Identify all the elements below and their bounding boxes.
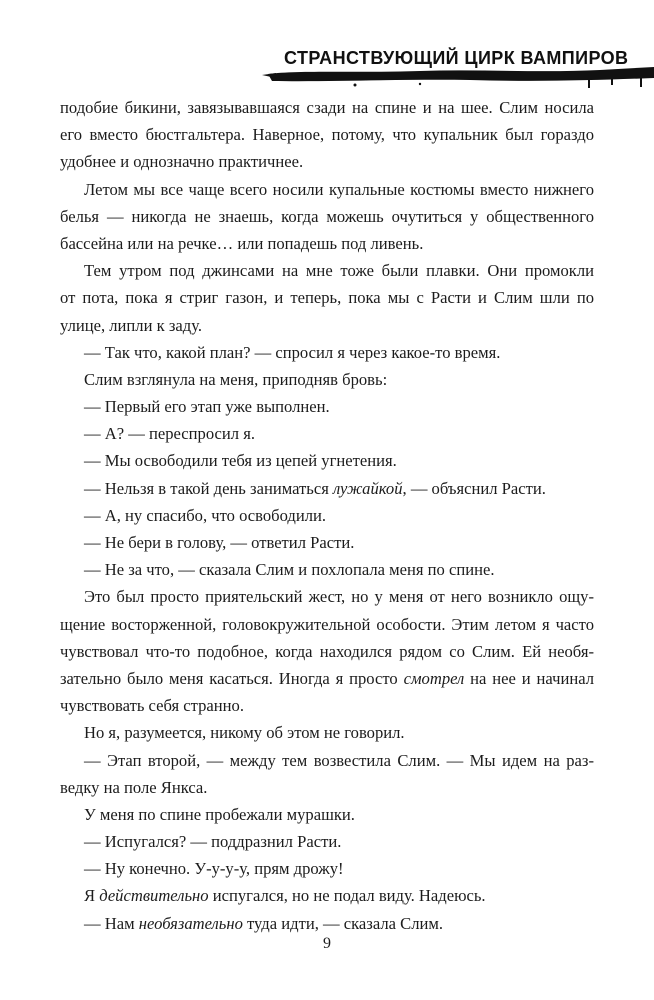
text-segment: — Не бери в голову, — ответил Расти. bbox=[84, 533, 355, 552]
text-line bbox=[60, 339, 594, 366]
text-line bbox=[60, 203, 594, 230]
text-segment: — Мы освободили тебя из цепей угнетения. bbox=[84, 451, 397, 471]
text-line bbox=[60, 284, 594, 311]
text-line bbox=[60, 230, 594, 257]
text-segment: бассейна или на речке… или попадешь под ливень. bbox=[60, 233, 424, 253]
text-line bbox=[60, 583, 594, 610]
text-line bbox=[60, 447, 594, 474]
text-segment: Это был просто приятельский жест, но у меня от него возникло ощу- bbox=[84, 587, 594, 607]
text-segment: улице, липли к заду. bbox=[60, 315, 202, 335]
text-line bbox=[60, 529, 594, 556]
text-line bbox=[60, 910, 594, 937]
text-segment: его вместо бюстгальтера. Наверное, потому, что купальник был гораздо bbox=[60, 125, 594, 145]
text-line bbox=[60, 719, 594, 746]
text-line bbox=[60, 882, 594, 909]
text-segment: — Ну конечно. У-у-у-у, прям дрожу! bbox=[84, 859, 344, 879]
text-line bbox=[60, 638, 594, 665]
text-segment: — Так что, какой план? — спросил я через какое-то время. bbox=[84, 342, 501, 362]
text-line bbox=[60, 148, 594, 175]
text-segment: от пота, пока я стриг газон, и теперь, пока мы с Расти и Слим шли по bbox=[60, 288, 594, 308]
text-line bbox=[60, 393, 594, 420]
text-segment: подобие бикини, завязывавшаяся сзади на спине и на шее. Слим носила bbox=[60, 98, 594, 117]
text-segment: удобнее и однозначно практичнее. bbox=[60, 152, 304, 172]
text-segment: , — объяснил Расти. bbox=[402, 478, 546, 498]
text-line bbox=[60, 801, 594, 828]
page-number: 9 bbox=[323, 935, 331, 952]
text-line bbox=[60, 611, 594, 638]
text-segment: — Не за что, — сказала Слим и похлопала меня по спине. bbox=[84, 560, 495, 580]
text-line bbox=[60, 176, 594, 203]
text-segment: Летом мы все чаще всего носили купальные костюмы вместо нижнего bbox=[84, 179, 594, 199]
text-segment: чувствовать себя странно. bbox=[60, 696, 244, 716]
text-line bbox=[60, 747, 594, 774]
text-line bbox=[60, 475, 594, 502]
text-segment: щение восторженной, головокружительной особости. Этим летом я часто bbox=[60, 614, 594, 634]
text-segment: белья — никогда не знаешь, когда можешь очутиться у общественного bbox=[60, 206, 594, 226]
text-line bbox=[60, 828, 594, 855]
text-segment: испугался, но не подал виду. Надеюсь. bbox=[208, 886, 486, 906]
text-line bbox=[60, 121, 594, 148]
text-line bbox=[60, 665, 594, 692]
text-line bbox=[60, 257, 594, 284]
italic-text: действительно bbox=[99, 886, 209, 906]
text-segment: У меня по спине пробежали мурашки. bbox=[84, 804, 355, 824]
text-segment: — Нам bbox=[84, 913, 139, 933]
text-segment: Слим взглянула на меня, приподняв бровь: bbox=[84, 369, 388, 389]
running-header bbox=[0, 40, 654, 90]
text-line bbox=[60, 774, 594, 801]
text-segment: туда идти, — сказала Слим. bbox=[242, 913, 444, 933]
text-segment: — Испугался? — поддразнил Расти. bbox=[84, 832, 342, 852]
text-segment: зательно было меня касаться. Иногда я просто bbox=[60, 668, 404, 688]
italic-text: смотрел bbox=[403, 668, 465, 688]
text-segment: — А, ну спасибо, что освободили. bbox=[84, 505, 327, 525]
text-line bbox=[60, 94, 594, 121]
italic-text: необязательно bbox=[138, 913, 243, 933]
text-line bbox=[60, 312, 594, 339]
header-title: СТРАНСТВУЮЩИЙ ЦИРК ВАМПИРОВ bbox=[284, 48, 629, 68]
text-segment: чувствовал что-то подобное, когда находился рядом со Слим. Ей необя- bbox=[60, 641, 594, 661]
text-segment: — Этап второй, — между тем возвестила Слим. — Мы идем на раз- bbox=[84, 750, 594, 770]
text-segment: Но я, разумеется, никому об этом не говорил. bbox=[84, 723, 405, 743]
text-segment: Тем утром под джинсами на мне тоже были плавки. Они промокли bbox=[84, 261, 594, 281]
text-line bbox=[60, 420, 594, 447]
text-segment: — Нельзя в такой день заниматься bbox=[84, 478, 333, 498]
text-line bbox=[60, 855, 594, 882]
text-segment: — А? — переспросил я. bbox=[84, 424, 256, 444]
text-line bbox=[60, 556, 594, 583]
text-line bbox=[60, 692, 594, 719]
text-segment: ведку на поле Янкса. bbox=[60, 777, 208, 797]
body-text bbox=[60, 94, 594, 937]
italic-text: лужайкой bbox=[333, 478, 403, 498]
text-line bbox=[60, 502, 594, 529]
text-line bbox=[60, 366, 594, 393]
text-segment: Я bbox=[84, 886, 100, 906]
text-segment: — Первый его этап уже выполнен. bbox=[84, 397, 330, 417]
text-segment: на нее и начинал bbox=[464, 668, 595, 688]
